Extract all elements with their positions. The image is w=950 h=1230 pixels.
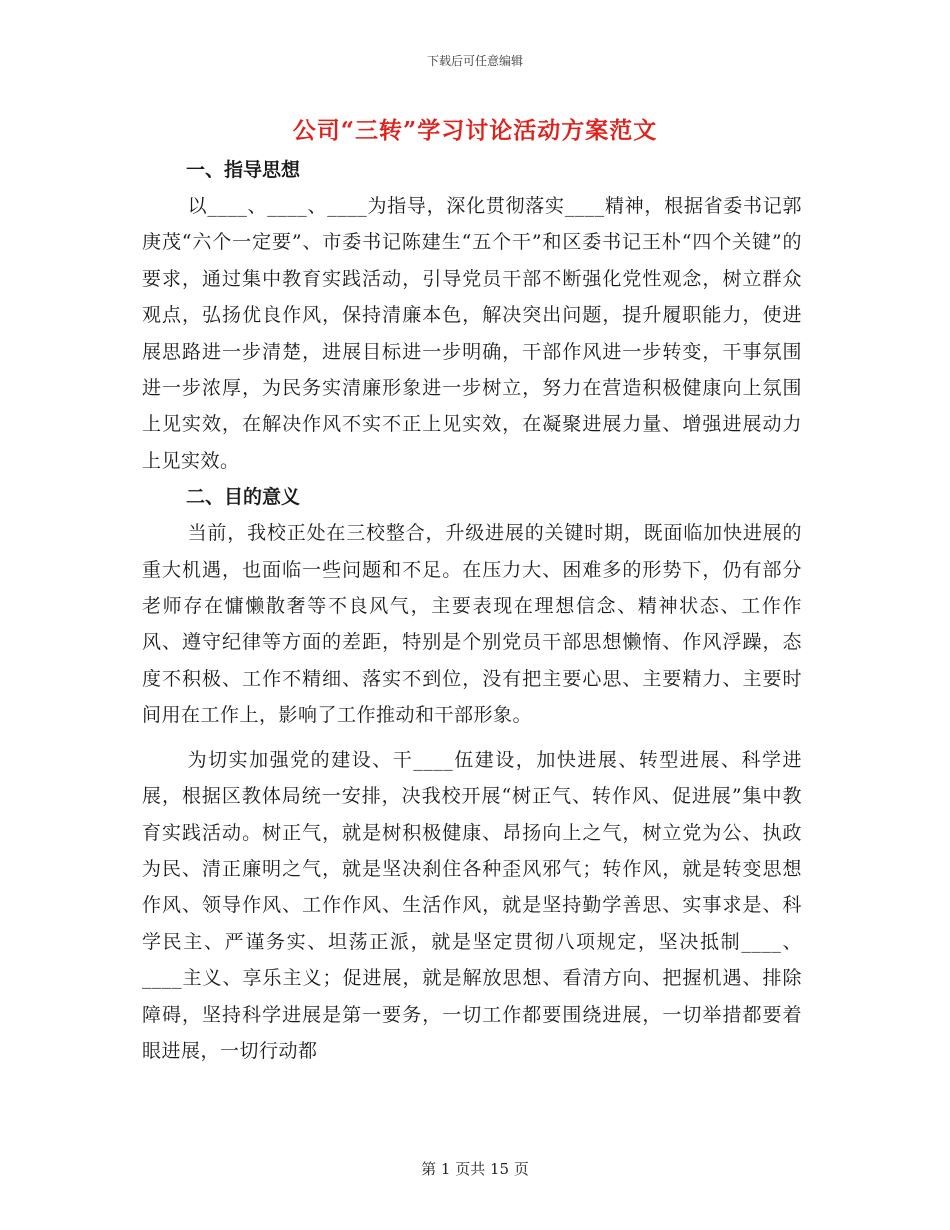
header-note: 下载后可任意编辑 [426, 54, 523, 68]
section-heading: 一、指导思想 [186, 159, 301, 181]
section-purpose-significance [142, 479, 802, 1069]
document-title: 公司“三转”学习讨论活动方案范文 [292, 117, 658, 144]
paragraph: 为切实加强党的建设、干____伍建设，加快进展、转型进展、科学进展，根据区教体局统一安排，决我校开展“树正气、转作风、促进展”集中教育实践活动。树正气，就是树积极健康、昂扬向上之气，树立党为公、执政为民、清正廉明之气，就是坚决刹住各种歪风邪气；转作风，就是转变思想作风、领导作风、工作作风、生活作风，就是坚持勤学善思、实事求是、科学民主、严谨务实、坦荡正派，就是坚定贯彻八项规定，坚决抵制____、____主义、享乐主义；促进展，就是解放思想、看清方向、把握机遇、排除障碍，坚持科学进展是第一要务，一切工作都要围绕进展，一切举措都要着眼进展，一切行动都 [142, 748, 802, 1062]
paragraph-gap [142, 734, 802, 742]
paragraph: 以____、____、____为指导，深化贯彻落实____精神，根据省委书记郭庚茂“六个一定要”、市委书记陈建生“五个干”和区委书记王朴“四个关键”的要求，通过集中教育实践活动，引导党员干部不断强化党性观念，树立群众观点，弘扬优良作风，保持清廉本色，解决突出问题，提升履职能力，使进展思路进一步清楚，进展目标进一步明确，干部作风进一步转变，干事氛围进一步浓厚，为民务实清廉形象进一步树立，努力在营造积极健康向上氛围上见实效，在解决作风不实不正上见实效，在凝聚进展力量、增强进展动力上见实效。 [142, 195, 802, 472]
document-body [142, 152, 802, 1069]
paragraph: 当前，我校正处在三校整合，升级进展的关键时期，既面临加快进展的重大机遇，也面临一些问题和不足。在压力大、困难多的形势下，仍有部分老师存在慵懒散奢等不良风气，主要表现在理想信念、精神状态、工作作风、遵守纪律等方面的差距，特别是个别党员干部思想懒惰、作风浮躁，态度不积极、工作不精细、落实不到位，没有把主要心思、主要精力、主要时间用在工作上，影响了工作推动和干部形象。 [142, 522, 802, 727]
section-guiding-ideology [142, 152, 802, 479]
section-heading: 二、目的意义 [186, 486, 301, 509]
page-footer: 第 1 页共 15 页 [421, 1160, 529, 1178]
